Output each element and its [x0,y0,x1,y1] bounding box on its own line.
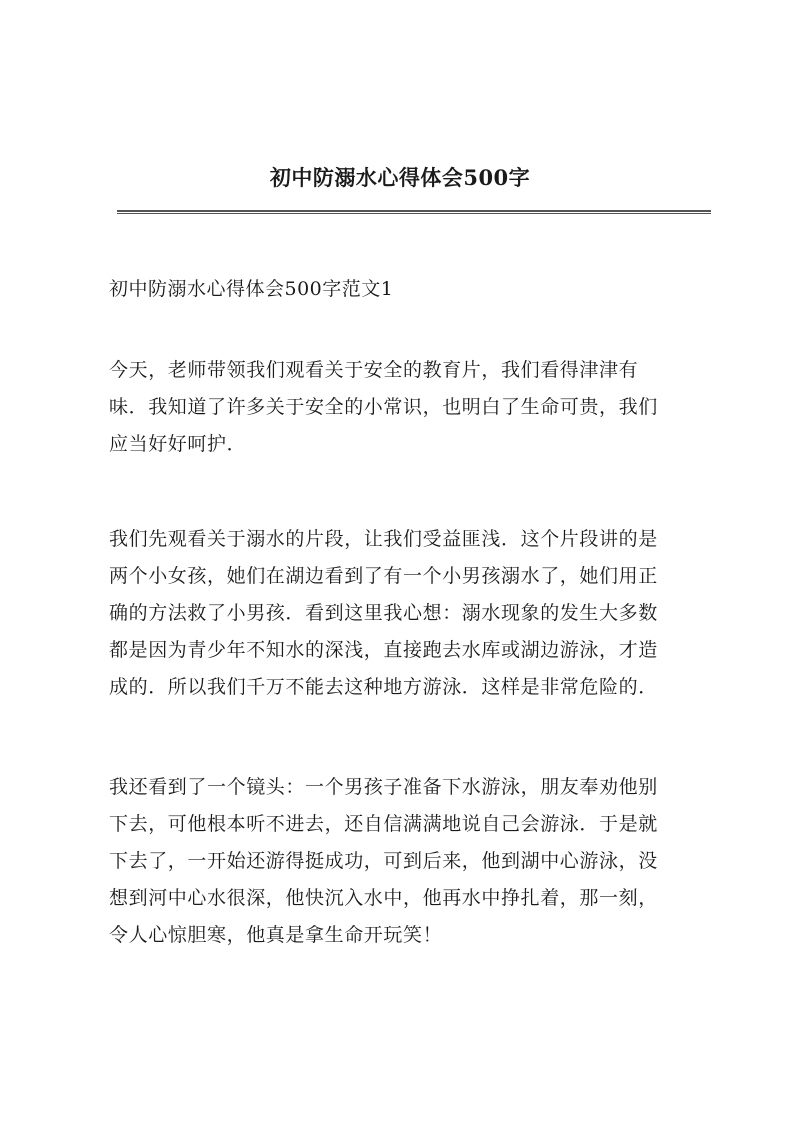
paragraph-line: 确的方法救了小男孩．看到这里我心想：溺水现象的发生大多数 [109,602,658,624]
paragraph-3 [109,769,713,954]
paragraph-line: 都是因为青少年不知水的深浅，直接跑去水库或湖边游泳，才造 [109,639,658,661]
paragraph-line: 应当好好呵护． [109,433,247,455]
paragraph-line: 成的．所以我们千万不能去这种地方游泳．这样是非常危险的． [109,676,658,698]
paragraph-1 [109,352,713,463]
paragraph-line: 令人心惊胆寒，他真是拿生命开玩笑！ [109,924,443,946]
section-subtitle: 初中防溺水心得体会500字范文1 [109,278,394,300]
paragraph-line: 我还看到了一个镜头：一个男孩子准备下水游泳，朋友奉劝他别 [109,776,658,798]
paragraph-line: 想到河中心水很深，他快沉入水中，他再水中挣扎着，那一刻， [109,887,658,909]
document-title: 初中防溺水心得体会500字 [269,165,531,190]
paragraph-line: 味．我知道了许多关于安全的小常识，也明白了生命可贵，我们 [109,396,658,418]
paragraph-line: 下去，可他根本听不进去，还自信满满地说自己会游泳．于是就 [109,813,658,835]
paragraph-line: 两个小女孩，她们在湖边看到了有一个小男孩溺水了，她们用正 [109,565,658,587]
paragraph-line: 下去了，一开始还游得挺成功，可到后来，他到湖中心游泳，没 [109,850,658,872]
paragraph-line: 我们先观看关于溺水的片段，让我们受益匪浅．这个片段讲的是 [109,528,658,550]
paragraph-line: 今天，老师带领我们观看关于安全的教育片，我们看得津津有 [109,359,639,381]
title-divider [117,210,711,214]
paragraph-2 [109,521,713,706]
